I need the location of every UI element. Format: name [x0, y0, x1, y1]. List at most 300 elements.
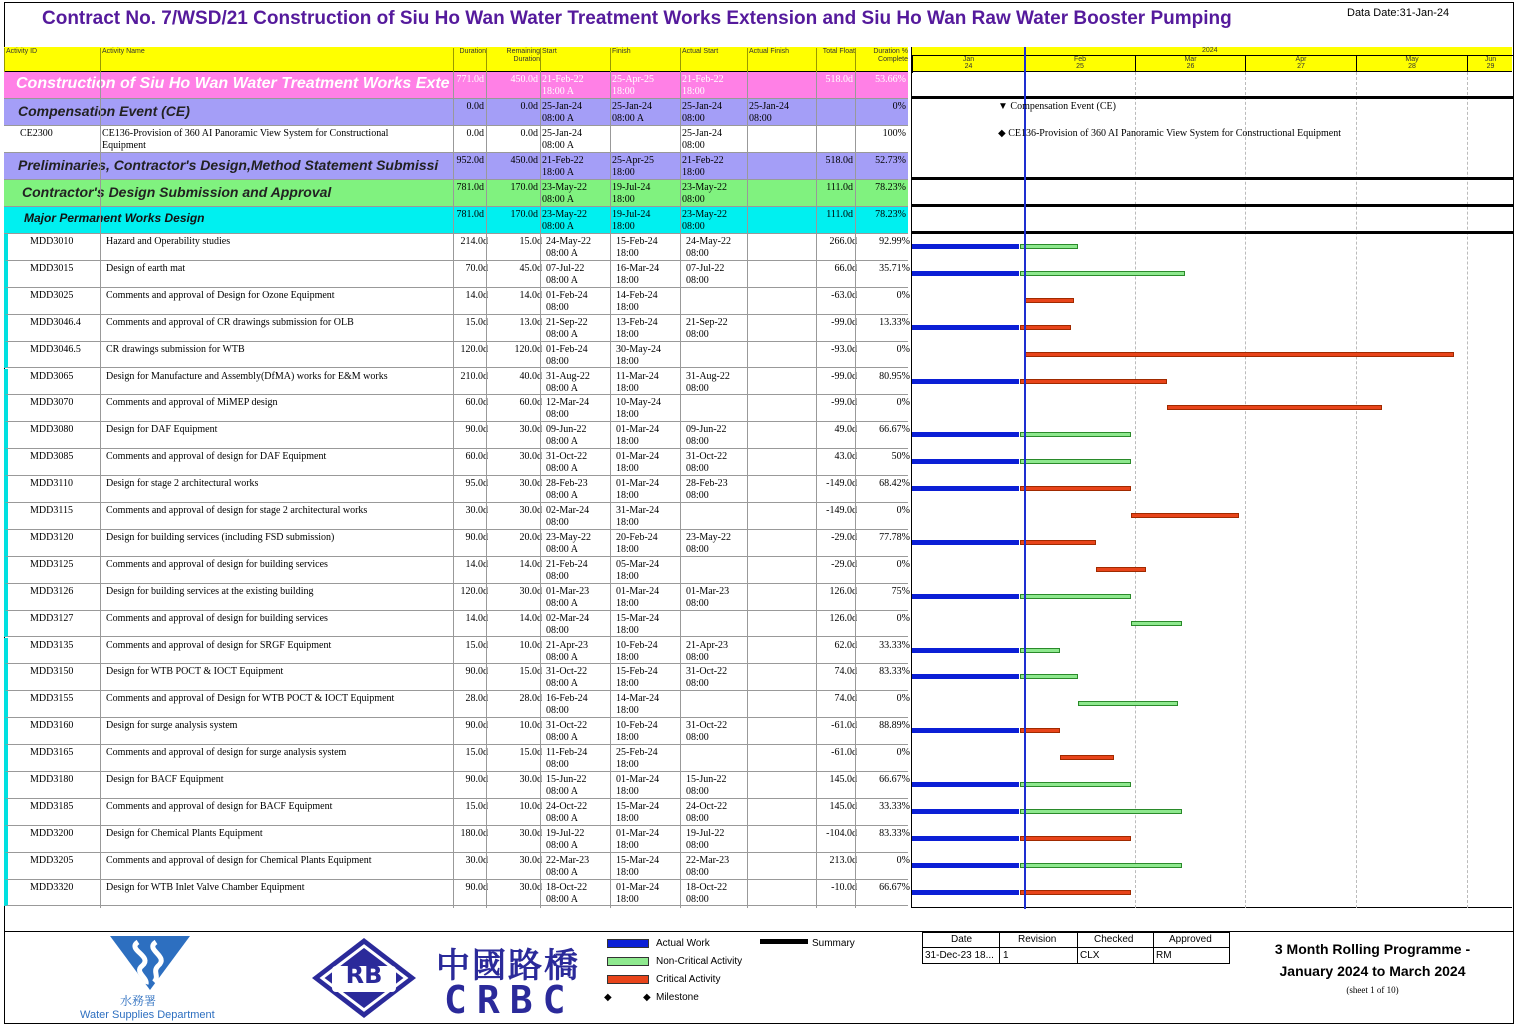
cell-pct: 33.33% — [879, 800, 910, 812]
cell-f2: 18:00 — [616, 409, 639, 421]
activity-name: Comments and approval of design for building services — [106, 612, 328, 624]
activity-name: Design for building services at the existing building — [106, 585, 314, 597]
col-duration[interactable]: Duration — [453, 48, 486, 72]
actual-work-bar — [912, 459, 1019, 464]
col-activity-id[interactable]: Activity ID — [4, 48, 100, 72]
cell-dur: 90.0d — [465, 424, 488, 436]
activity-id: MDD3205 — [30, 854, 74, 866]
table-row[interactable] — [4, 799, 908, 826]
activity-name: Design for Manufacture and Assembly(DfMA) works for E&M works — [106, 370, 388, 382]
month-jun: Jun 29 — [1467, 56, 1513, 73]
gantt-label-ce-summary: ▼ Compensation Event (CE) — [998, 101, 1116, 112]
cell-s2: 08:00 A — [546, 436, 578, 448]
cell-f1: 19-Jul-24 — [612, 209, 651, 220]
cell-a2: 08:00 — [682, 113, 705, 124]
cell-pct: 66.67% — [879, 881, 910, 893]
table-row[interactable] — [4, 126, 908, 153]
table-row[interactable] — [4, 530, 908, 557]
actual-work-bar — [912, 379, 1019, 384]
wsd-chinese-name: 水務署 — [120, 994, 157, 1008]
cell-f2: 18:00 — [616, 301, 639, 313]
timescale-year: 2024 — [1202, 47, 1218, 54]
cell-rem: 13.0d — [519, 316, 542, 328]
critical-activity-bar[interactable] — [1131, 513, 1238, 518]
cell-f2: 18:00 — [616, 597, 639, 609]
rev-number: 1 — [1003, 950, 1009, 961]
cell-dur: 30.0d — [465, 505, 488, 516]
cell-tf: -63.0d — [831, 289, 857, 301]
cell-s2: 08:00 — [546, 759, 569, 771]
legend-critical-label: Critical Activity — [656, 974, 721, 985]
cell-s2: 08:00 A — [542, 140, 574, 151]
col-actual-start[interactable]: Actual Start — [680, 48, 747, 72]
activity-name: Comments and approval of CR drawings submission for OLB — [106, 316, 354, 328]
table-row[interactable] — [4, 476, 908, 503]
table-row[interactable] — [4, 422, 908, 449]
cell-f2: 18:00 — [616, 248, 639, 259]
cell-f2: 18:00 — [616, 328, 639, 340]
cell-a2: 08:00 — [686, 274, 709, 286]
cell-rem: 0.0d — [520, 128, 538, 139]
noncritical-activity-bar[interactable] — [1020, 809, 1181, 814]
noncritical-activity-bar[interactable] — [1020, 244, 1077, 249]
cell-s1: 25-Jan-24 — [542, 101, 582, 112]
cell-f2: 18:00 — [616, 678, 639, 690]
table-header — [4, 47, 908, 72]
table-row[interactable] — [4, 369, 908, 396]
activity-name: Design for Chemical Plants Equipment — [106, 827, 263, 839]
cell-s2: 08:00 — [546, 301, 569, 313]
cell-a1: 15-Jun-22 — [686, 774, 727, 785]
cell-a1: 19-Jul-22 — [686, 827, 725, 839]
cell-tf: 145.0d — [829, 774, 857, 785]
critical-activity-bar[interactable] — [1020, 379, 1167, 384]
cell-dur: 60.0d — [465, 451, 488, 463]
cell-f1: 14-Feb-24 — [616, 289, 658, 301]
col-pct-complete[interactable]: Duration % Complete — [855, 48, 908, 72]
noncritical-activity-bar[interactable] — [1020, 782, 1131, 787]
cell-a2: 08:00 — [686, 328, 709, 340]
table-row[interactable] — [4, 99, 908, 126]
activity-id: MDD3110 — [30, 478, 73, 490]
cell-a2: 08:00 — [686, 597, 709, 609]
cell-a1: 07-Jul-22 — [686, 262, 725, 274]
critical-activity-bar[interactable] — [1096, 567, 1146, 572]
cell-s1: 31-Oct-22 — [546, 451, 588, 463]
activity-id: MDD3135 — [30, 639, 74, 651]
cell-a1: 22-Mar-23 — [686, 854, 730, 866]
cell-dur: 214.0d — [460, 236, 488, 247]
cell-f1: 15-Mar-24 — [616, 800, 660, 812]
legend-summary-label: Summary — [812, 938, 855, 949]
cell-s1: 25-Jan-24 — [542, 128, 582, 139]
rev-header-checked: Checked — [1094, 934, 1134, 945]
cell-a1: 23-May-22 — [682, 182, 727, 193]
cell-f2: 18:00 — [612, 167, 635, 178]
cell-pct: 83.33% — [879, 827, 910, 839]
table-row[interactable] — [4, 853, 908, 880]
table-row[interactable] — [4, 718, 908, 745]
cell-rem: 30.0d — [519, 451, 542, 463]
activity-name: CR drawings submission for WTB — [106, 343, 245, 355]
revision-table — [922, 932, 1230, 964]
cell-a1: 25-Jan-24 — [682, 101, 722, 112]
actual-work-bar — [912, 486, 1019, 491]
col-total-float[interactable]: Total Float — [816, 48, 855, 72]
critical-activity-bar[interactable] — [1060, 755, 1114, 760]
cell-dur: 14.0d — [465, 289, 488, 301]
data-date-line — [1024, 47, 1026, 909]
programme-line2: January 2024 to March 2024 — [1279, 963, 1466, 979]
cell-dur: 952.0d — [456, 155, 484, 166]
cell-a2: 18:00 — [682, 167, 705, 178]
crbc-chinese-name: 中國路橋 — [436, 946, 580, 986]
col-activity-name[interactable]: Activity Name — [100, 48, 453, 72]
table-row[interactable] — [4, 395, 908, 422]
cell-pct: 52.73% — [875, 155, 906, 166]
cell-pct: 0% — [896, 397, 910, 409]
actual-work-bar — [912, 674, 1019, 679]
summary-bar — [912, 96, 1513, 99]
cell-s1: 07-Jul-22 — [546, 262, 585, 274]
cell-s1: 23-May-22 — [542, 182, 587, 193]
cell-pct: 88.89% — [879, 720, 910, 732]
actual-work-bar — [912, 890, 1019, 895]
table-row[interactable] — [4, 772, 908, 799]
cell-s2: 08:00 A — [546, 382, 578, 394]
table-row[interactable] — [4, 638, 908, 665]
cell-s2: 08:00 A — [546, 248, 578, 259]
cell-f2: 18:00 — [616, 274, 639, 286]
table-row[interactable] — [4, 288, 908, 315]
critical-activity-bar[interactable] — [1167, 405, 1382, 410]
cell-a1: 24-May-22 — [686, 236, 731, 247]
activity-id: MDD3180 — [30, 774, 74, 785]
table-row[interactable] — [4, 261, 908, 288]
sheet-number: (sheet 1 of 10) — [1346, 985, 1399, 995]
table-row[interactable] — [4, 449, 908, 476]
table-row[interactable] — [4, 315, 908, 342]
actual-work-bar — [912, 782, 1019, 787]
activity-name: Comments and approval of Design for Ozone Equipment — [106, 289, 335, 301]
table-row[interactable] — [4, 664, 908, 691]
noncritical-activity-bar[interactable] — [1131, 621, 1181, 626]
activity-name: Design for WTB Inlet Valve Chamber Equipment — [106, 881, 305, 893]
cell-s2: 18:00 A — [542, 86, 574, 97]
rev-checked: CLX — [1080, 950, 1100, 961]
cell-s2: 08:00 — [546, 570, 569, 582]
cell-tf: -10.0d — [831, 881, 857, 893]
table-row[interactable] — [4, 691, 908, 718]
activity-id: MDD3127 — [30, 612, 74, 624]
cell-f2: 18:00 — [616, 382, 639, 394]
cell-a2: 18:00 — [682, 86, 705, 97]
cell-f1: 25-Apr-25 — [612, 74, 655, 85]
table-row[interactable] — [4, 880, 908, 907]
cell-f1: 25-Apr-25 — [612, 155, 655, 166]
cell-pct: 50% — [891, 451, 910, 463]
cell-a1: 31-Aug-22 — [686, 370, 730, 382]
cell-tf: -61.0d — [831, 747, 857, 759]
cell-f1: 01-Mar-24 — [616, 424, 660, 436]
cell-s2: 08:00 A — [542, 221, 574, 232]
cell-f1: 14-Mar-24 — [616, 693, 660, 705]
cell-s2: 08:00 — [546, 705, 569, 717]
activity-name: Construction of Siu Ho Wan Water Treatment Works Exte — [16, 75, 450, 92]
col-finish[interactable]: Finish — [610, 48, 680, 72]
month-apr: Apr 27 — [1245, 56, 1356, 73]
activity-name: Comments and approval of Design for WTB POCT & IOCT Equipment — [106, 693, 395, 705]
critical-activity-bar[interactable] — [1020, 836, 1131, 841]
critical-activity-bar[interactable] — [1020, 728, 1059, 733]
critical-activity-bar[interactable] — [1020, 540, 1095, 545]
cell-s1: 09-Jun-22 — [546, 424, 587, 436]
programme-line1: 3 Month Rolling Programme - — [1274, 941, 1471, 957]
cell-f2: 18:00 — [616, 651, 639, 663]
col-actual-finish[interactable]: Actual Finish — [747, 48, 816, 72]
cell-f1: 15-Mar-24 — [616, 612, 660, 624]
table-row[interactable] — [4, 503, 908, 530]
cell-rem: 170.0d — [510, 209, 538, 220]
cell-f1: 16-Mar-24 — [616, 262, 660, 274]
activity-id: MDD3126 — [30, 585, 74, 597]
rev-approved: RM — [1156, 950, 1172, 961]
cell-s1: 21-Apr-23 — [546, 639, 589, 651]
activity-name: Compensation Event (CE) — [18, 103, 190, 119]
cell-s1: 28-Feb-23 — [546, 478, 588, 490]
cell-f1: 10-May-24 — [616, 397, 661, 409]
activity-id: MDD3200 — [30, 827, 74, 839]
cell-a2: 08:00 — [686, 732, 709, 744]
cell-pct: 78.23% — [875, 182, 906, 193]
cell-a2: 08:00 — [686, 490, 709, 502]
table-row[interactable] — [4, 180, 908, 207]
cell-tf: 518.0d — [825, 74, 853, 85]
activity-name: Design for building services (including FSD submission) — [106, 531, 335, 543]
cell-dur: 90.0d — [465, 531, 488, 543]
critical-activity-bar[interactable] — [1024, 298, 1074, 303]
critical-activity-bar[interactable] — [1020, 325, 1070, 330]
cell-dur: 90.0d — [465, 666, 488, 678]
cell-tf: 74.0d — [834, 693, 857, 705]
table-row[interactable] — [4, 745, 908, 772]
cell-pct: 0% — [896, 289, 910, 301]
month-jan: Jan 24 — [912, 56, 1024, 73]
cell-tf: -149.0d — [826, 478, 857, 490]
cell-f2: 18:00 — [616, 355, 639, 367]
cell-rem: 30.0d — [519, 478, 542, 490]
cell-f1: 10-Feb-24 — [616, 639, 658, 651]
cell-s2: 08:00 — [546, 624, 569, 636]
cell-tf: -99.0d — [831, 370, 857, 382]
cell-pct: 0% — [896, 854, 910, 866]
cell-s1: 02-Mar-24 — [546, 612, 590, 624]
noncritical-activity-bar[interactable] — [1020, 271, 1185, 276]
actual-work-bar — [912, 432, 1019, 437]
table-row[interactable] — [4, 72, 908, 99]
activity-id: MDD3150 — [30, 666, 74, 678]
col-start[interactable]: Start — [540, 48, 610, 72]
cell-s1: 31-Oct-22 — [546, 720, 588, 732]
cell-pct: 0% — [896, 558, 910, 570]
activity-name-cont: Equipment — [102, 140, 146, 151]
cell-s1: 21-Sep-22 — [546, 316, 588, 328]
legend-actual-label: Actual Work — [656, 938, 710, 949]
cell-f1: 01-Mar-24 — [616, 478, 660, 490]
cell-dur: 120.0d — [460, 343, 488, 355]
noncritical-activity-bar[interactable] — [1020, 863, 1181, 868]
cell-dur: 28.0d — [465, 693, 488, 705]
cell-tf: 126.0d — [829, 612, 857, 624]
cell-pct: 66.67% — [879, 424, 910, 436]
cell-f1: 19-Jul-24 — [612, 182, 651, 193]
cell-pct: 53.66% — [875, 74, 906, 85]
cell-tf: 66.0d — [834, 262, 857, 274]
cell-a1: 31-Oct-22 — [686, 666, 728, 678]
actual-work-bar — [912, 540, 1019, 545]
cell-rem: 45.0d — [519, 262, 542, 274]
activity-name: Preliminaries, Contractor's Design,Method Statement Submissi — [18, 157, 439, 173]
cell-s1: 02-Mar-24 — [546, 505, 590, 516]
cell-dur: 90.0d — [465, 881, 488, 893]
table-row[interactable] — [4, 826, 908, 853]
cell-f2: 18:00 — [616, 463, 639, 475]
cell-pct: 92.99% — [879, 236, 910, 247]
activity-name: Hazard and Operability studies — [106, 236, 231, 247]
cell-f1: 05-Mar-24 — [616, 558, 660, 570]
cell-s1: 21-Feb-22 — [542, 155, 584, 166]
cell-rem: 30.0d — [519, 424, 542, 436]
cell-rem: 15.0d — [519, 666, 542, 678]
cell-s1: 12-Mar-24 — [546, 397, 590, 409]
cell-f1: 01-Mar-24 — [616, 881, 660, 893]
cell-rem: 170.0d — [510, 182, 538, 193]
critical-activity-bar[interactable] — [1020, 486, 1131, 491]
noncritical-activity-bar[interactable] — [1020, 648, 1059, 653]
cell-dur: 30.0d — [465, 854, 488, 866]
cell-pct: 66.67% — [879, 774, 910, 785]
activity-name: Design of earth mat — [106, 262, 186, 274]
month-may: May 28 — [1356, 56, 1467, 73]
rev-header-revision: Revision — [1018, 934, 1057, 945]
cell-s1: 16-Feb-24 — [546, 693, 588, 705]
noncritical-activity-bar[interactable] — [1020, 594, 1131, 599]
noncritical-activity-bar[interactable] — [1020, 459, 1131, 464]
cell-f2: 18:00 — [616, 436, 639, 448]
cell-tf: -61.0d — [831, 720, 857, 732]
noncritical-activity-bar[interactable] — [1020, 432, 1131, 437]
cell-a1: 31-Oct-22 — [686, 451, 728, 463]
wsd-logo-icon — [108, 934, 192, 992]
cell-tf: 111.0d — [826, 209, 853, 220]
cell-a2: 08:00 — [686, 678, 709, 690]
cell-rem: 14.0d — [519, 289, 542, 301]
crbc-english-name: CRBC — [444, 978, 576, 1022]
cell-rem: 14.0d — [519, 612, 542, 624]
cell-a2: 08:00 — [686, 839, 709, 851]
cell-rem: 20.0d — [519, 531, 542, 543]
cell-a2: 08:00 — [686, 893, 709, 905]
table-row[interactable] — [4, 342, 908, 369]
legend-milestone-icon: ◆ — [643, 992, 651, 1003]
cell-rem: 10.0d — [519, 720, 542, 732]
cell-tf: 518.0d — [825, 155, 853, 166]
activity-id: MDD3080 — [30, 424, 74, 436]
activity-name: Design for DAF Equipment — [106, 424, 218, 436]
noncritical-activity-bar[interactable] — [1020, 674, 1077, 679]
activity-id: MDD3125 — [30, 558, 74, 570]
cell-f1: 01-Mar-24 — [616, 827, 660, 839]
critical-activity-bar[interactable] — [1020, 890, 1131, 895]
table-row[interactable] — [4, 584, 908, 611]
activity-id: MDD3065 — [30, 370, 74, 382]
cell-s1: 23-May-22 — [542, 209, 587, 220]
table-row[interactable] — [4, 234, 908, 261]
cell-f2: 18:00 — [612, 86, 635, 97]
legend-milestone-label: Milestone — [656, 992, 699, 1003]
cell-a1: 24-Oct-22 — [686, 800, 728, 812]
cell-rem: 450.0d — [510, 74, 538, 85]
activity-id: MDD3320 — [30, 881, 74, 893]
table-row[interactable] — [4, 557, 908, 584]
legend-noncritical-swatch — [607, 957, 649, 966]
cell-a2: 08:00 — [686, 651, 709, 663]
cell-rem: 30.0d — [519, 854, 542, 866]
cell-s1: 24-May-22 — [546, 236, 591, 247]
critical-activity-bar[interactable] — [1024, 352, 1454, 357]
cell-rem: 10.0d — [519, 639, 542, 651]
cell-dur: 781.0d — [456, 182, 484, 193]
activity-name: Comments and approval of design for surge analysis system — [106, 747, 347, 759]
cell-pct: 83.33% — [879, 666, 910, 678]
cell-f1: 01-Mar-24 — [616, 451, 660, 463]
data-date: Data Date:31-Jan-24 — [1347, 7, 1450, 19]
activity-id: MDD3046.5 — [30, 343, 81, 355]
cell-f1: 10-Feb-24 — [616, 720, 658, 732]
actual-work-bar — [912, 728, 1019, 733]
cell-f2: 18:00 — [616, 570, 639, 582]
cell-s1: 18-Oct-22 — [546, 881, 588, 893]
cell-s1: 31-Aug-22 — [546, 370, 590, 382]
cell-dur: 15.0d — [465, 316, 488, 328]
activity-id: MDD3155 — [30, 693, 74, 705]
cell-a1: 25-Jan-24 — [682, 128, 722, 139]
cell-s1: 21-Feb-24 — [546, 558, 588, 570]
table-row[interactable] — [4, 153, 908, 180]
page-title: Contract No. 7/WSD/21 Construction of Siu Ho Wan Water Treatment Works Extension and Siu Ho Wan Raw Water Booster Pumping — [42, 8, 1232, 29]
cell-s2: 08:00 A — [546, 463, 578, 475]
cell-s2: 08:00 A — [542, 113, 574, 124]
cell-f1: 15-Feb-24 — [616, 666, 658, 678]
summary-bar — [912, 177, 1513, 180]
cell-f2: 18:00 — [616, 705, 639, 717]
cell-rem: 450.0d — [510, 155, 538, 166]
cell-pct: 0% — [896, 693, 910, 705]
table-row[interactable] — [4, 207, 908, 234]
cell-a2: 08:00 — [686, 463, 709, 475]
cell-f2: 18:00 — [616, 786, 639, 797]
noncritical-activity-bar[interactable] — [1078, 701, 1178, 706]
activity-id: MDD3115 — [30, 505, 73, 516]
cell-dur: 14.0d — [465, 612, 488, 624]
table-row[interactable] — [4, 611, 908, 638]
col-remaining[interactable]: Remaining Duration — [486, 48, 540, 72]
cell-dur: 781.0d — [456, 209, 484, 220]
cell-s1: 15-Jun-22 — [546, 774, 587, 785]
cell-f2: 18:00 — [616, 812, 639, 824]
cell-dur: 15.0d — [465, 639, 488, 651]
cell-f2: 18:00 — [616, 517, 639, 528]
